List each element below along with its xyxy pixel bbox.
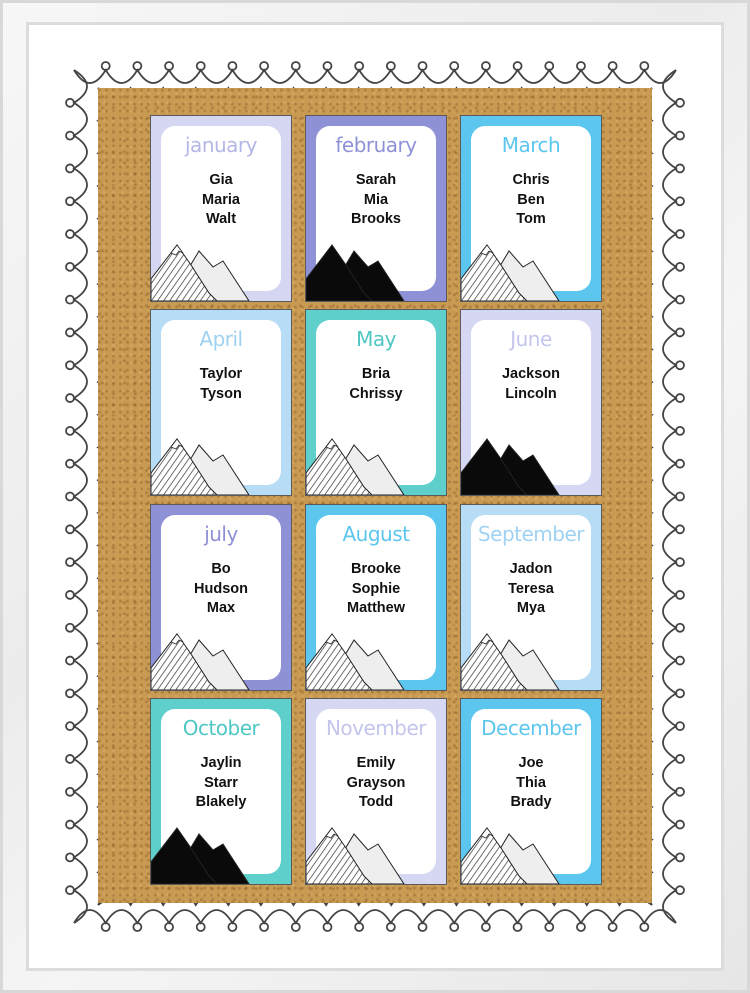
month-title: December <box>481 716 581 740</box>
month-card-february <box>305 115 447 302</box>
mountain-illustration <box>461 231 561 301</box>
student-name: Bo <box>211 561 231 577</box>
birthday-names <box>151 171 291 230</box>
student-name: Mya <box>516 600 546 616</box>
mountain-illustration <box>151 814 251 884</box>
birthday-names <box>461 365 601 404</box>
month-card-april <box>150 309 292 496</box>
month-title: february <box>335 133 417 157</box>
month-title: August <box>342 522 410 546</box>
month-card-october <box>150 698 292 885</box>
month-card-march <box>460 115 602 302</box>
student-name: Lincoln <box>505 385 557 402</box>
cork-board <box>98 88 652 903</box>
student-name: Tyson <box>200 385 242 402</box>
birthday-names <box>461 171 601 230</box>
student-name: Bria <box>361 366 391 382</box>
birthday-names <box>461 560 601 619</box>
mountain-illustration <box>306 814 406 884</box>
month-card-june <box>460 309 602 496</box>
month-card-september <box>460 504 602 691</box>
student-name: Brooks <box>351 211 401 227</box>
birthday-names <box>151 754 291 813</box>
month-title: April <box>199 327 243 351</box>
month-title: March <box>501 133 561 157</box>
student-name: Tom <box>516 211 546 227</box>
birthday-names <box>306 171 446 230</box>
student-name: Brooke <box>351 561 401 577</box>
student-name: Max <box>206 600 236 616</box>
student-name: Brady <box>510 794 552 810</box>
month-card-november <box>305 698 447 885</box>
student-name: Grayson <box>346 774 406 791</box>
month-card-may <box>305 309 447 496</box>
mountain-illustration <box>461 620 561 690</box>
student-name: Walt <box>205 211 237 227</box>
birthday-names <box>306 560 446 619</box>
student-name: Sarah <box>355 172 397 188</box>
month-card-august <box>305 504 447 691</box>
month-title: September <box>477 522 585 546</box>
student-name: Chrissy <box>349 385 403 402</box>
month-title: October <box>182 716 260 740</box>
mountain-illustration <box>461 425 561 495</box>
mountain-illustration <box>306 425 406 495</box>
student-name: Jaylin <box>200 755 242 771</box>
month-card-january <box>150 115 292 302</box>
month-title: May <box>356 327 396 351</box>
mountain-illustration <box>306 231 406 301</box>
mountain-illustration <box>151 231 251 301</box>
student-name: Starr <box>204 774 238 791</box>
student-name: Maria <box>202 191 240 208</box>
student-name: Chris <box>512 172 550 188</box>
student-name: Matthew <box>347 600 405 616</box>
student-name: Mia <box>363 191 389 208</box>
mountain-illustration <box>151 425 251 495</box>
mountain-illustration <box>151 620 251 690</box>
student-name: Teresa <box>508 580 554 597</box>
student-name: Ben <box>517 191 545 208</box>
mountain-illustration <box>461 814 561 884</box>
month-card-december <box>460 698 602 885</box>
student-name: Gia <box>209 172 233 188</box>
student-name: Jadon <box>509 561 553 577</box>
student-name: Jackson <box>501 366 561 382</box>
mountain-illustration <box>306 620 406 690</box>
student-name: Hudson <box>194 580 248 597</box>
birthday-names <box>151 560 291 619</box>
student-name: Taylor <box>199 366 243 382</box>
student-name: Emily <box>356 755 396 771</box>
student-name: Thia <box>516 774 546 791</box>
birthday-names <box>151 365 291 404</box>
student-name: Todd <box>358 794 394 810</box>
month-title: November <box>325 716 427 740</box>
month-card-july <box>150 504 292 691</box>
birthday-names <box>306 754 446 813</box>
month-title: June <box>510 327 552 351</box>
student-name: Blakely <box>195 794 247 810</box>
birthday-names <box>306 365 446 404</box>
student-name: Sophie <box>351 580 401 597</box>
month-title: july <box>204 522 238 546</box>
student-name: Joe <box>518 755 544 771</box>
birthday-names <box>461 754 601 813</box>
month-title: january <box>185 133 257 157</box>
